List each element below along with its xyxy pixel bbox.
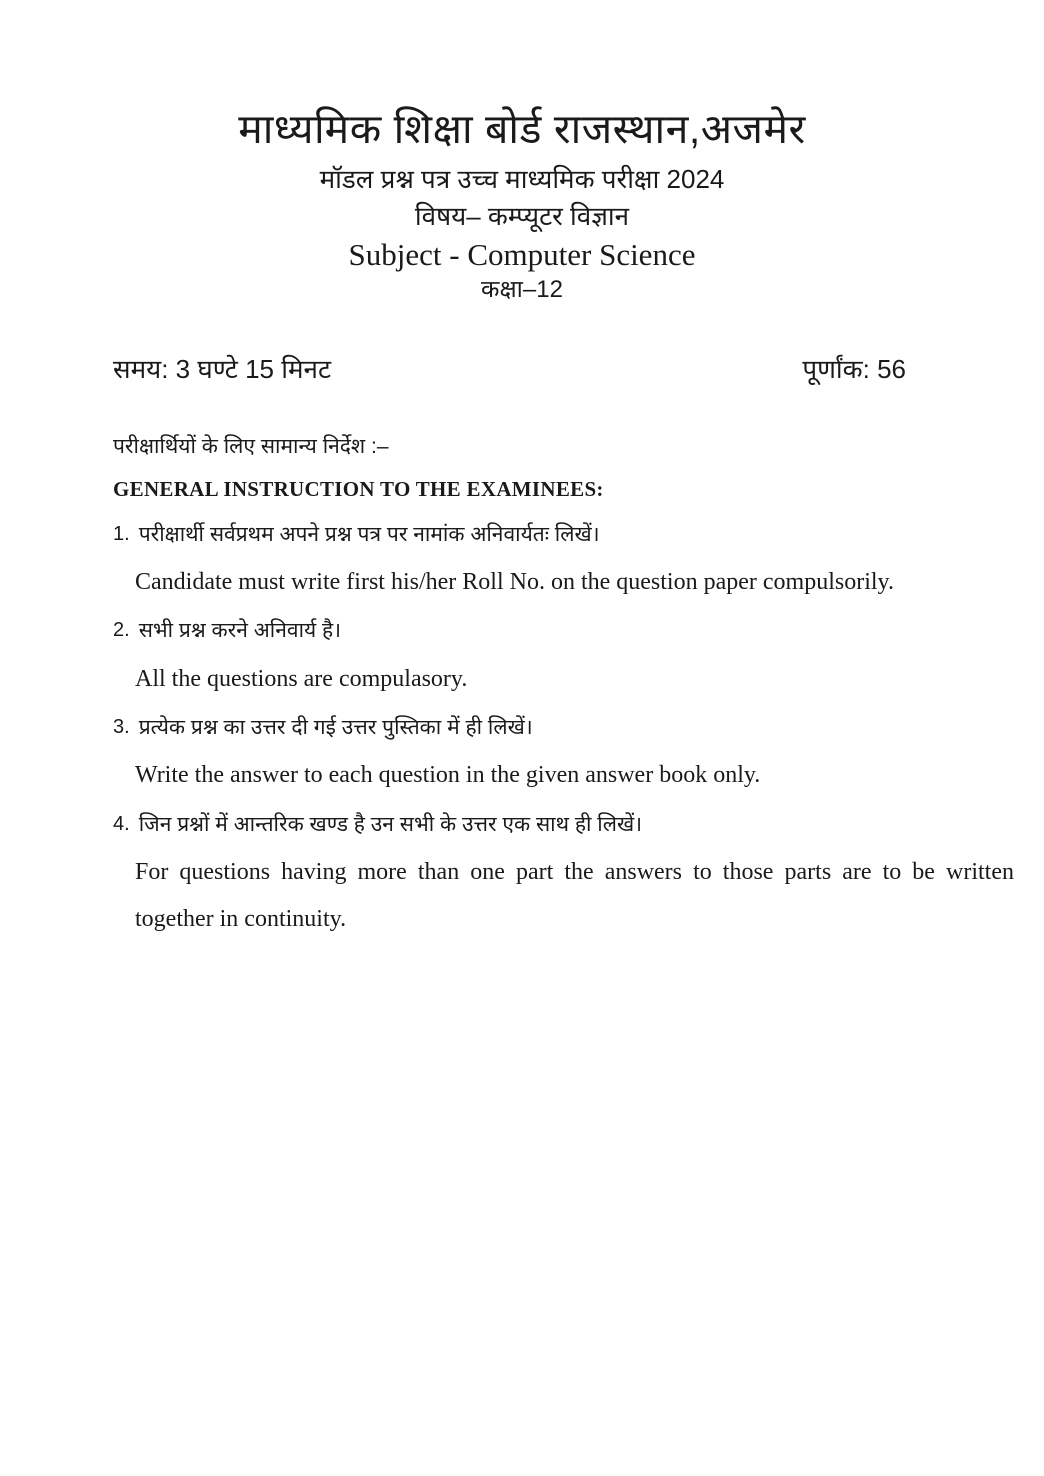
instruction-3-english: Write the answer to each question in the given answer book only. — [135, 762, 761, 789]
instruction-1-number: 1. — [113, 522, 130, 545]
instruction-3-number: 3. — [113, 716, 130, 739]
instruction-item-1 — [113, 521, 1014, 599]
instruction-1-english: Candidate must write first his/her Roll No. on the question paper compulsorily. — [135, 569, 894, 596]
time-marks-row — [113, 350, 906, 386]
instruction-item-3 — [113, 714, 1014, 792]
instructions-heading-hindi: परीक्षार्थियों के लिए सामान्य निर्देश :– — [113, 434, 389, 458]
subject-hindi: विषय– कम्प्यूटर विज्ञान — [414, 201, 630, 232]
instruction-item-4 — [113, 811, 1014, 943]
board-name: माध्यमिक शिक्षा बोर्ड राजस्थान,अजमेर — [238, 106, 806, 152]
paper-title: मॉडल प्रश्न पत्र उच्च माध्यमिक परीक्षा 2024 — [319, 164, 725, 195]
instruction-3-hindi-text: प्रत्येक प्रश्न का उत्तर दी गई उत्तर पुस्तिका में ही लिखें। — [138, 716, 533, 740]
time-allowed: समय: 3 घण्टे 15 मिनट — [113, 353, 332, 384]
instruction-2-english: All the questions are compulasory. — [135, 665, 468, 692]
instructions-heading-english: GENERAL INSTRUCTION TO THE EXAMINEES: — [113, 476, 604, 501]
instruction-4-number: 4. — [113, 812, 130, 835]
instruction-3-hindi — [113, 714, 1014, 742]
instruction-2-hindi — [113, 617, 1014, 645]
instruction-4-hindi-text: जिन प्रश्नों में आन्तरिक खण्ड है उन सभी के उत्तर एक साथ ही लिखें। — [138, 812, 643, 836]
instruction-4-hindi — [113, 811, 1014, 839]
instruction-1-hindi — [113, 521, 1014, 549]
instruction-1-hindi-text: परीक्षार्थी सर्वप्रथम अपने प्रश्न पत्र पर नामांक अनिवार्यतः लिखें। — [138, 522, 600, 546]
paper-header — [0, 0, 1044, 306]
instruction-item-2 — [113, 617, 1014, 695]
instruction-2-number: 2. — [113, 619, 130, 642]
instruction-2-hindi-text: सभी प्रश्न करने अनिवार्य है। — [138, 619, 342, 643]
max-marks: पूर्णांक: 56 — [802, 353, 906, 384]
class-label: कक्षा–12 — [481, 276, 563, 304]
instruction-4-english: For questions having more than one part the answers to those parts are to be written together in continuity. — [135, 859, 1014, 933]
general-instructions — [113, 432, 1014, 943]
subject-english: Subject - Computer Science — [348, 236, 696, 272]
